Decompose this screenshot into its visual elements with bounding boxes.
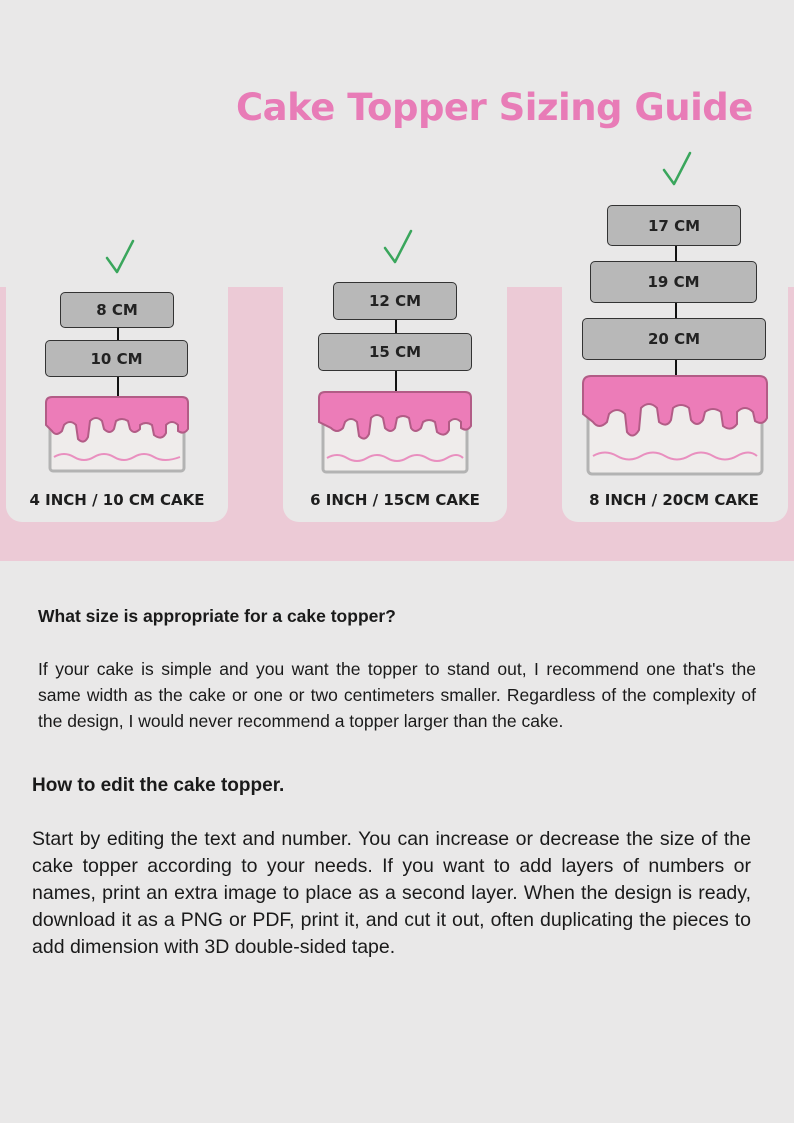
cake-size-label: 8 INCH / 20CM CAKE [589, 491, 759, 509]
cake-illustration [317, 390, 473, 474]
cake-size-label: 6 INCH / 15CM CAKE [310, 491, 480, 509]
topper-tier-size: 12 CM [333, 282, 457, 320]
topper-tier-size: 19 CM [590, 261, 757, 303]
section-paragraph: If your cake is simple and you want the topper to stand out, I recommend one that's the same width as the cake or one or two centimeters smaller. Regardless of the complexity of the design, I would never recommend a topper larger than the cake. [38, 659, 756, 731]
topper-tier-size: 10 CM [45, 340, 188, 377]
topper-tier-size: 8 CM [60, 292, 174, 328]
topper-tier-size: 15 CM [318, 333, 472, 371]
section-heading: What size is appropriate for a cake topper? [38, 606, 396, 626]
topper-tier-size: 17 CM [607, 205, 741, 246]
section-heading: How to edit the cake topper. [32, 775, 285, 796]
section-paragraph: Start by editing the text and number. You can increase or decrease the size of the cake topper according to your needs. If you want to add layers of numbers or names, print an extra image to place as a second layer. When the design is ready, download it as a PNG or PDF, print it, and cut it out, often duplicating the pieces to add dimension with 3D double-sided tape. [32, 828, 751, 958]
topper-tier-size: 20 CM [582, 318, 766, 360]
page-title: Cake Topper Sizing Guide [236, 86, 753, 129]
checkmark-icon [382, 228, 414, 268]
cake-illustration [44, 395, 190, 473]
cake-illustration [581, 374, 769, 476]
checkmark-icon [104, 238, 136, 278]
checkmark-icon [661, 150, 693, 190]
cake-size-label: 4 INCH / 10 CM CAKE [29, 491, 205, 509]
